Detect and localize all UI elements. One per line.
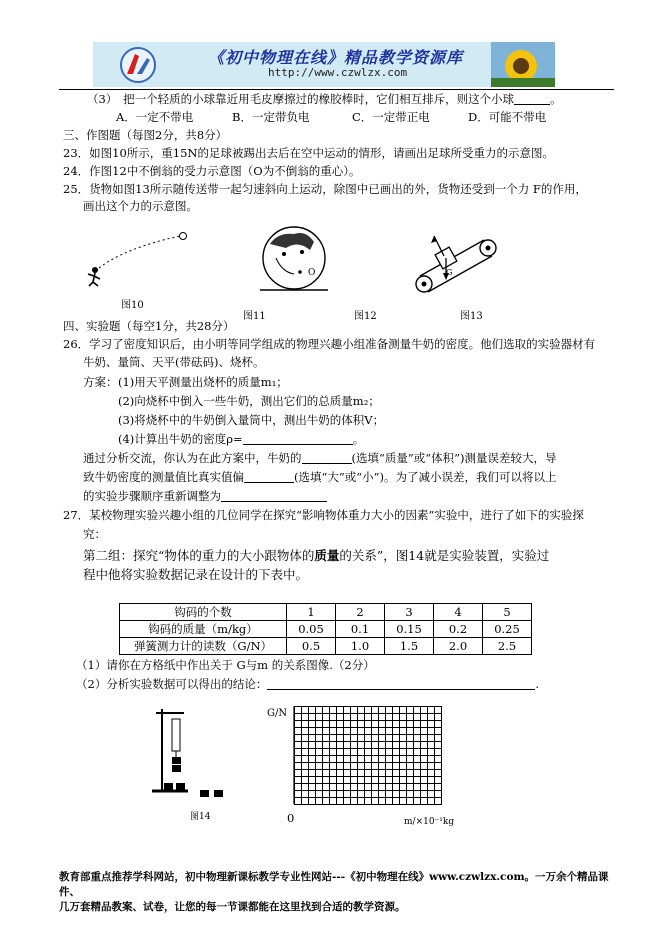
q3-option-c: C．一定带正电 — [352, 110, 430, 124]
plan-label: 方案： — [83, 375, 118, 389]
subquestion-1: （1）请你在方格纸中作出关于 G与m 的关系图像.（2分） — [76, 658, 375, 672]
figure-14-label: 图14 — [190, 812, 211, 822]
banner-url[interactable]: http://www.czwlzx.com — [268, 66, 408, 79]
plan-step-1: (1)用天平测量出烧杯的质量m₁； — [118, 375, 288, 389]
question-27-group2-line1: 第二组：探究“物体的重力的大小跟物体的质量的关系”，图14就是实验装置，实验过 — [83, 548, 550, 563]
page-footer — [59, 870, 619, 915]
question-26-analysis-line3: 的实验步骤顺序重新调整为 — [83, 489, 327, 504]
q3-answer-blank[interactable] — [514, 92, 550, 105]
hook-data-table — [119, 603, 532, 655]
table-cell: 3 — [385, 604, 434, 621]
table-row — [120, 604, 532, 621]
table-cell: 钩码的质量（m/kg） — [120, 621, 287, 638]
table-cell: 2.5 — [483, 638, 532, 655]
footer-line-2: 几万套精品教案、试卷，让您的每一节课都能在这里找到合适的教学资源。 — [59, 901, 406, 913]
sunflower-icon — [491, 42, 555, 87]
question-25-line1: 25．货物如图13所示随传送带一起匀速斜向上运动，除图中已画出的外，货物还受到一个力 F的作用， — [63, 182, 587, 196]
table-cell: 0.15 — [385, 621, 434, 638]
graph-origin-label: 0 — [287, 811, 295, 825]
figure-11-label: 图11 — [243, 311, 266, 322]
step-order-blank[interactable] — [221, 489, 327, 502]
question-27-line2: 究： — [83, 527, 106, 541]
bias-direction-blank[interactable] — [244, 470, 294, 483]
q3-stem: （3） 把一个轻质的小球靠近用毛皮摩擦过的橡胶棒时，它们相互排斥，则这个小球 。 — [87, 92, 562, 106]
question-26-line2: 牛奶、量筒、天平(带砝码)、烧杯。 — [83, 355, 265, 369]
figure-10-label: 图10 — [121, 300, 144, 311]
header-rule — [59, 89, 614, 90]
subquestion-2: （2）分析实验数据可以得出的结论： . — [76, 677, 539, 691]
conclusion-blank[interactable] — [267, 677, 535, 690]
table-cell: 0.5 — [287, 638, 336, 655]
table-cell: 弹簧测力计的读数（G/N） — [120, 638, 287, 655]
section3-heading: 三、作图题（每图2分，共8分） — [63, 128, 228, 142]
figure-12-label: 图12 — [354, 311, 377, 322]
question-23: 23．如图10所示，重15N的足球被踢出去后在空中运动的情形，请画出足球所受重力的示意图。 — [63, 146, 554, 160]
question-25-line2: 画出这个力的示意图。 — [83, 199, 198, 213]
figure-13-label: 图13 — [460, 311, 483, 322]
plan-step-4: (4)计算出牛奶的密度ρ= 。 — [118, 432, 365, 446]
figure-11-tumbler-drawing — [258, 224, 330, 294]
error-quantity-blank[interactable] — [302, 451, 352, 464]
table-row — [120, 621, 532, 638]
question-27-group2-line2: 程中他将实验数据记录在设计的下表中。 — [83, 567, 309, 582]
site-logo-icon — [113, 46, 163, 84]
q3-option-d: D．可能不带电 — [468, 110, 547, 124]
density-formula-blank[interactable] — [243, 432, 353, 445]
center-of-gravity-label: O — [308, 268, 316, 278]
graph-grid[interactable] — [294, 706, 442, 805]
plan-step-3: (3)将烧杯中的牛奶倒入量筒中，测出牛奶的体积V； — [118, 413, 385, 427]
table-cell: 2.0 — [434, 638, 483, 655]
question-26-analysis-line2: 致牛奶密度的测量值比真实值偏 (选填“大”或“小”)。为了减小误差，我们可以将以上 — [83, 470, 557, 484]
header-banner — [93, 42, 555, 87]
figure-13-conveyor-drawing — [410, 226, 502, 298]
table-row — [120, 638, 532, 655]
question-26-analysis-line1: 通过分析交流，你认为在此方案中，牛奶的 (选填“质量”或“体积”)测量误差较大，导 — [83, 451, 557, 465]
table-cell: 0.05 — [287, 621, 336, 638]
question-26-line1: 26．学习了密度知识后，由小明等同学组成的物理兴趣小组准备测量牛奶的密度。他们选取的实验器材有 — [63, 337, 596, 351]
question-24: 24．作图12中不倒翁的受力示意图（O为不倒翁的重心）。 — [63, 164, 361, 178]
gravity-label: G — [446, 268, 453, 277]
graph-y-axis-label: G/N — [267, 708, 288, 719]
table-cell: 0.2 — [434, 621, 483, 638]
figure-14-apparatus-drawing — [148, 705, 240, 805]
table-cell: 0.1 — [336, 621, 385, 638]
table-cell: 2 — [336, 604, 385, 621]
table-cell: 1.0 — [336, 638, 385, 655]
table-cell: 1 — [287, 604, 336, 621]
table-cell: 钩码的个数 — [120, 604, 287, 621]
section4-heading: 四、实验题（每空1分，共28分） — [63, 319, 235, 333]
table-cell: 4 — [434, 604, 483, 621]
footer-line-1: 教育部重点推荐学科网站，初中物理新课标教学专业性网站---《初中物理在线》www.czwlzx.com。一万余个精品课件、 — [59, 871, 609, 898]
q3-option-b: B．一定带负电 — [232, 110, 310, 124]
figure-10-football-drawing — [85, 228, 195, 288]
banner-title: 《初中物理在线》精品教学资源库 — [208, 48, 464, 67]
table-cell: 0.25 — [483, 621, 532, 638]
q3-option-a: A．一定不带电 — [116, 110, 194, 124]
table-cell: 5 — [483, 604, 532, 621]
question-27-line1: 27．某校物理实验兴趣小组的几位同学在探究“影响物体重力大小的因素”实验中，进行了如下的实验探 — [63, 508, 584, 522]
graph-x-axis-label: m/×10⁻¹kg — [404, 817, 455, 827]
table-cell: 1.5 — [385, 638, 434, 655]
plan-step-2: (2)向烧杯中倒入一些牛奶，测出它们的总质量m₂； — [118, 394, 380, 408]
